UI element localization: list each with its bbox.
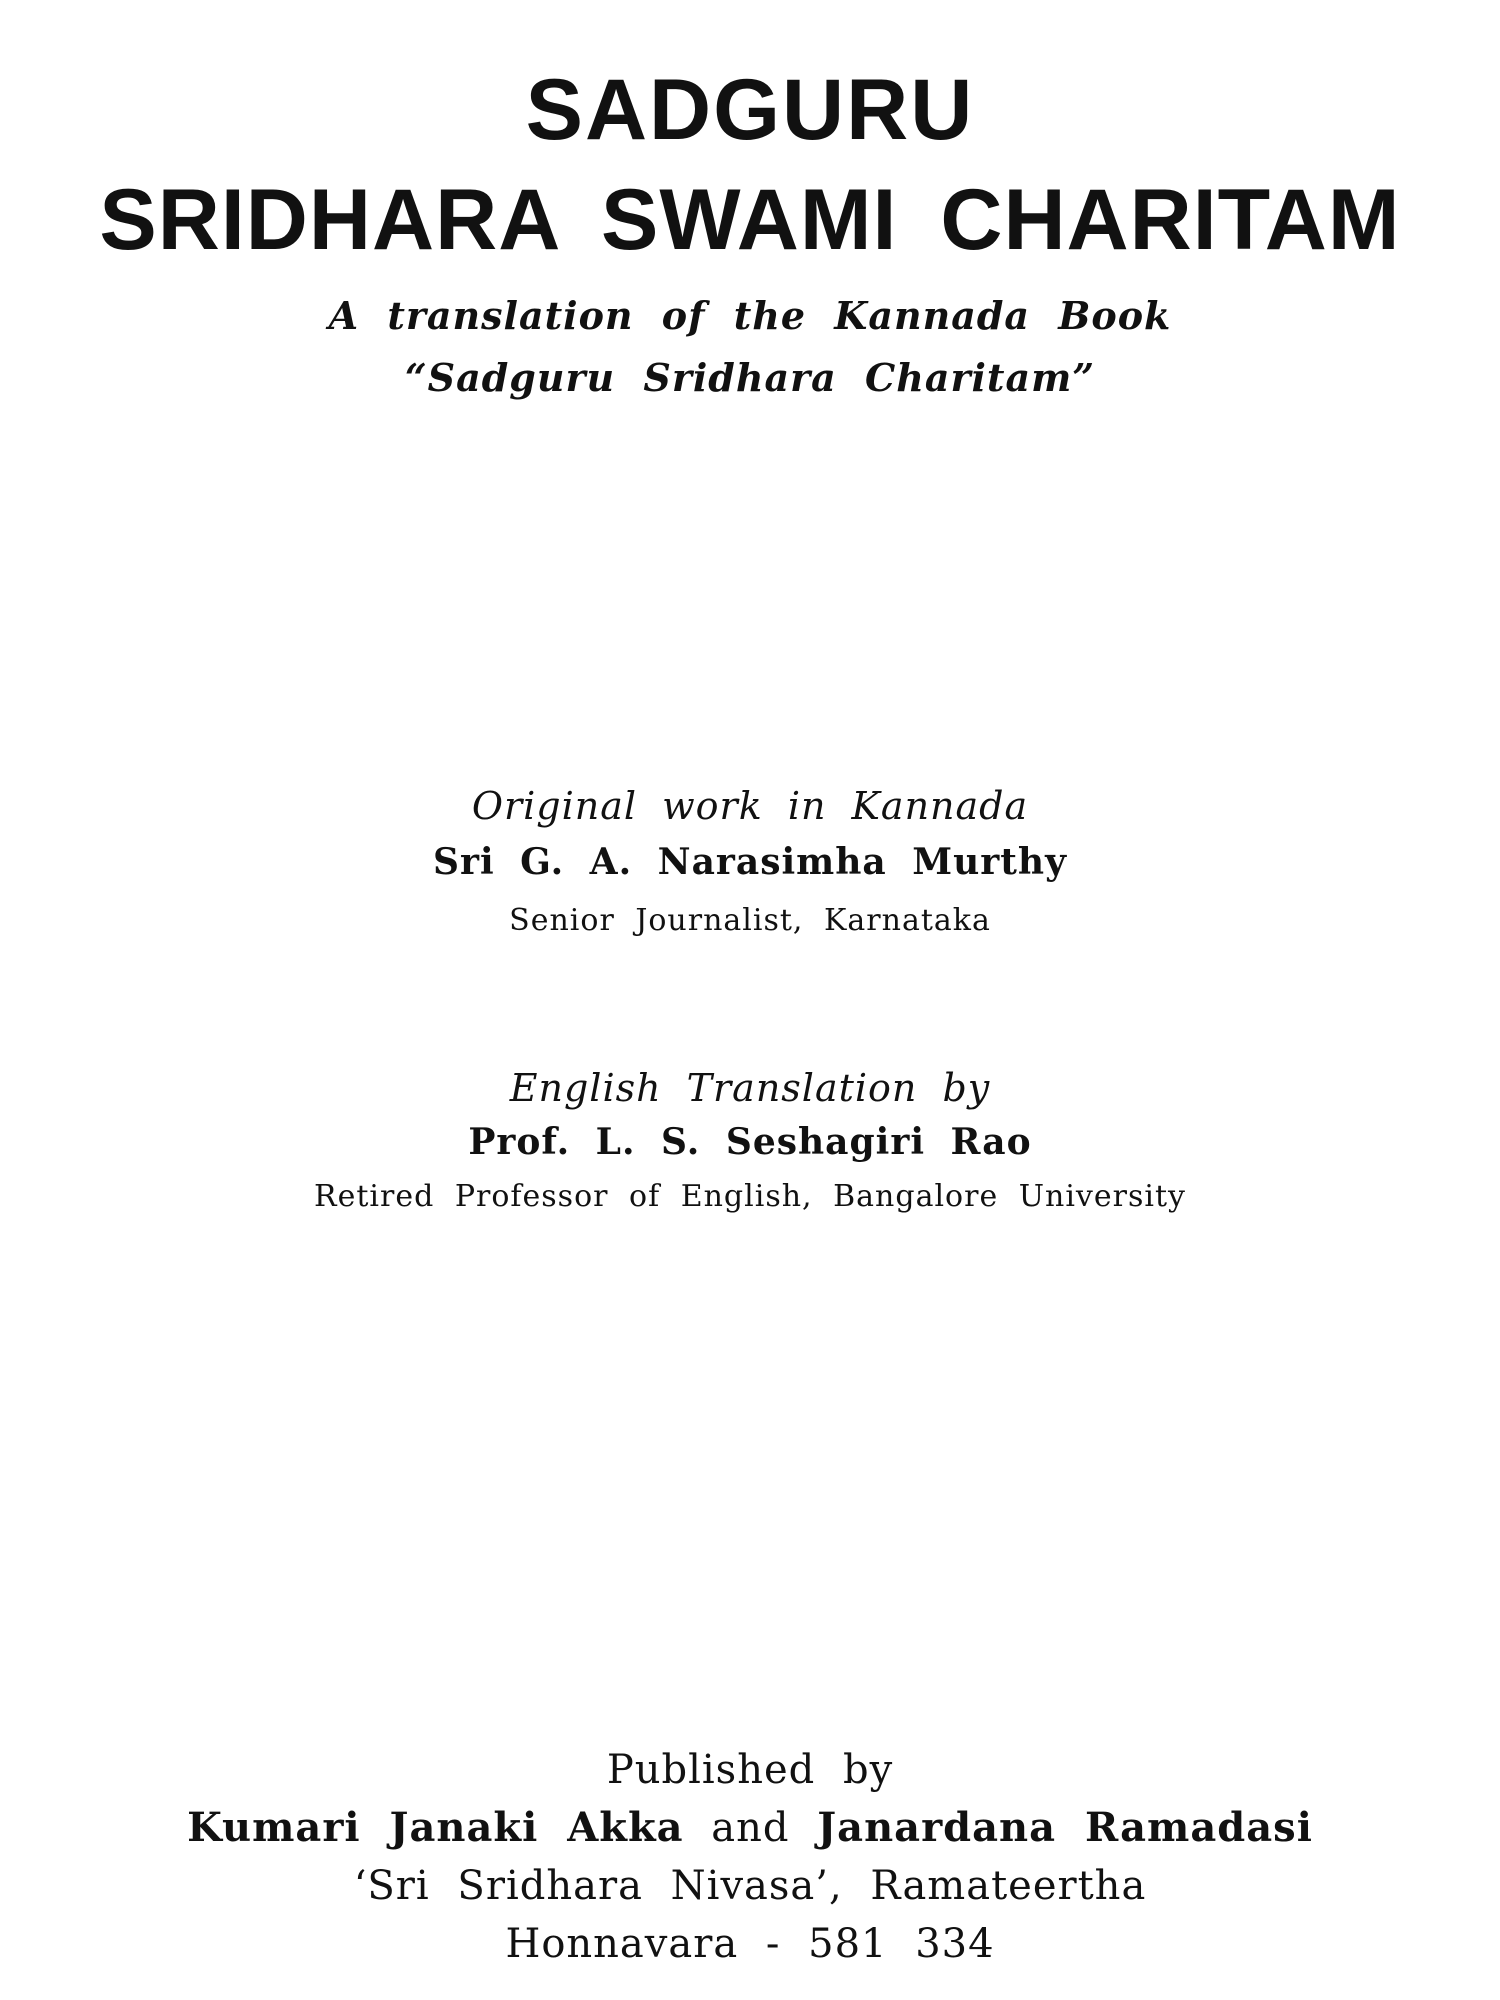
original-work-label: Original work in Kannada — [471, 784, 1029, 828]
publisher-names — [0, 1800, 1500, 1856]
title-line-2: SRIDHARA SWAMI CHARITAM — [99, 172, 1401, 268]
subtitle-line-2: “Sadguru Sridhara Charitam” — [404, 355, 1096, 400]
title-line-1: SADGURU — [525, 62, 975, 158]
publisher-address: ‘Sri Sridhara Nivasa’, Ramateertha — [353, 1863, 1147, 1909]
published-by-label: Published by — [606, 1747, 894, 1793]
publisher-connector: and — [711, 1805, 790, 1851]
publisher-name-1: Kumari Janaki Akka — [187, 1804, 684, 1851]
original-author-name: Sri G. A. Narasimha Murthy — [432, 841, 1067, 883]
publisher-city: Honnavara - 581 334 — [505, 1921, 995, 1967]
subtitle-line-1: A translation of the Kannada Book — [328, 293, 1172, 338]
translator-description: Retired Professor of English, Bangalore University — [314, 1179, 1186, 1214]
original-author-description: Senior Journalist, Karnataka — [509, 903, 991, 938]
translator-name: Prof. L. S. Seshagiri Rao — [468, 1121, 1032, 1163]
publisher-name-2: Janardana Ramadasi — [817, 1804, 1313, 1851]
translation-label: English Translation by — [509, 1066, 991, 1110]
